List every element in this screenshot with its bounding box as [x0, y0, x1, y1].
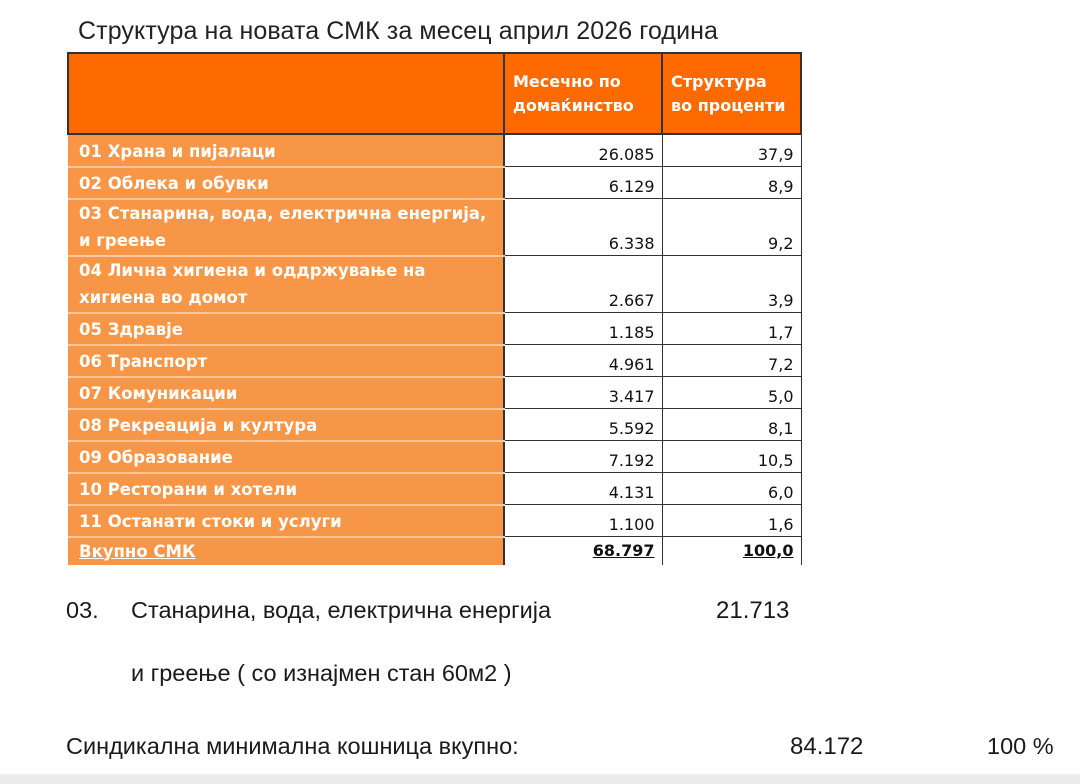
row-percent: 1,6 [662, 505, 801, 537]
row-percent: 9,2 [662, 199, 801, 256]
summary-value: 84.172 [790, 733, 864, 760]
total-percent: 100,0 [662, 537, 801, 565]
table-row [68, 473, 801, 505]
row-monthly: 5.592 [504, 409, 662, 441]
table-total-row [68, 537, 801, 565]
row-percent: 8,9 [662, 167, 801, 199]
row-percent: 6,0 [662, 473, 801, 505]
summary-percent: 100 % [987, 733, 1054, 759]
table-row [68, 199, 801, 256]
table-row [68, 505, 801, 537]
table-row [68, 345, 801, 377]
row-monthly: 26.085 [504, 134, 662, 167]
table-row [68, 441, 801, 473]
row-percent: 37,9 [662, 134, 801, 167]
row-monthly: 1.100 [504, 505, 662, 537]
row-category: 06 Транспорт [68, 345, 504, 377]
table-row [68, 256, 801, 313]
row-category: 08 Рекреација и култура [68, 409, 504, 441]
header-category-cell [68, 53, 504, 134]
row-category: 11 Останати стоки и услуги [68, 505, 504, 537]
row-percent: 8,1 [662, 409, 801, 441]
table-row [68, 377, 801, 409]
row-category: 09 Образование [68, 441, 504, 473]
total-monthly: 68.797 [504, 537, 662, 565]
row-percent: 7,2 [662, 345, 801, 377]
row-monthly: 6.129 [504, 167, 662, 199]
row-category: 05 Здравје [68, 313, 504, 345]
row-percent: 5,0 [662, 377, 801, 409]
header-monthly: Месечно по домаќинство [504, 53, 662, 134]
row-category: 01 Храна и пијалаци [68, 134, 504, 167]
row-monthly: 2.667 [504, 256, 662, 313]
row-monthly: 6.338 [504, 199, 662, 256]
table-header-row [68, 53, 801, 134]
table-row [68, 409, 801, 441]
row-percent: 1,7 [662, 313, 801, 345]
summary-label: Синдикална минимална кошница вкупно: [66, 733, 519, 759]
table-row [68, 313, 801, 345]
row-category: 03 Станарина, вода, електрична енергија, и греење [68, 199, 504, 256]
row-monthly: 4.961 [504, 345, 662, 377]
table-row [68, 167, 801, 199]
row-percent: 3,9 [662, 256, 801, 313]
document-title: Структура на новата СМК за месец април 2026 година [78, 17, 719, 45]
row-category: 10 Ресторани и хотели [68, 473, 504, 505]
row-category: 02 Облека и обувки [68, 167, 504, 199]
table-row [68, 134, 801, 167]
row-category: 07 Комуникации [68, 377, 504, 409]
housing-line-1: Станарина, вода, електрична енергија [131, 597, 552, 623]
housing-item-number: 03. [66, 597, 99, 623]
row-category: 04 Лична хигиена и оддржување на хигиена во домот [68, 256, 504, 313]
total-label: Вкупно СМК [68, 537, 504, 565]
row-percent: 10,5 [662, 441, 801, 473]
page-bottom-edge [0, 774, 1080, 784]
housing-line-2: и греење ( со изнајмен стан 60м2 ) [131, 660, 512, 686]
row-monthly: 7.192 [504, 441, 662, 473]
row-monthly: 3.417 [504, 377, 662, 409]
row-monthly: 1.185 [504, 313, 662, 345]
row-monthly: 4.131 [504, 473, 662, 505]
header-structure: Структура во проценти [662, 53, 801, 134]
smk-structure-table [67, 52, 802, 565]
housing-value: 21.713 [716, 597, 790, 624]
